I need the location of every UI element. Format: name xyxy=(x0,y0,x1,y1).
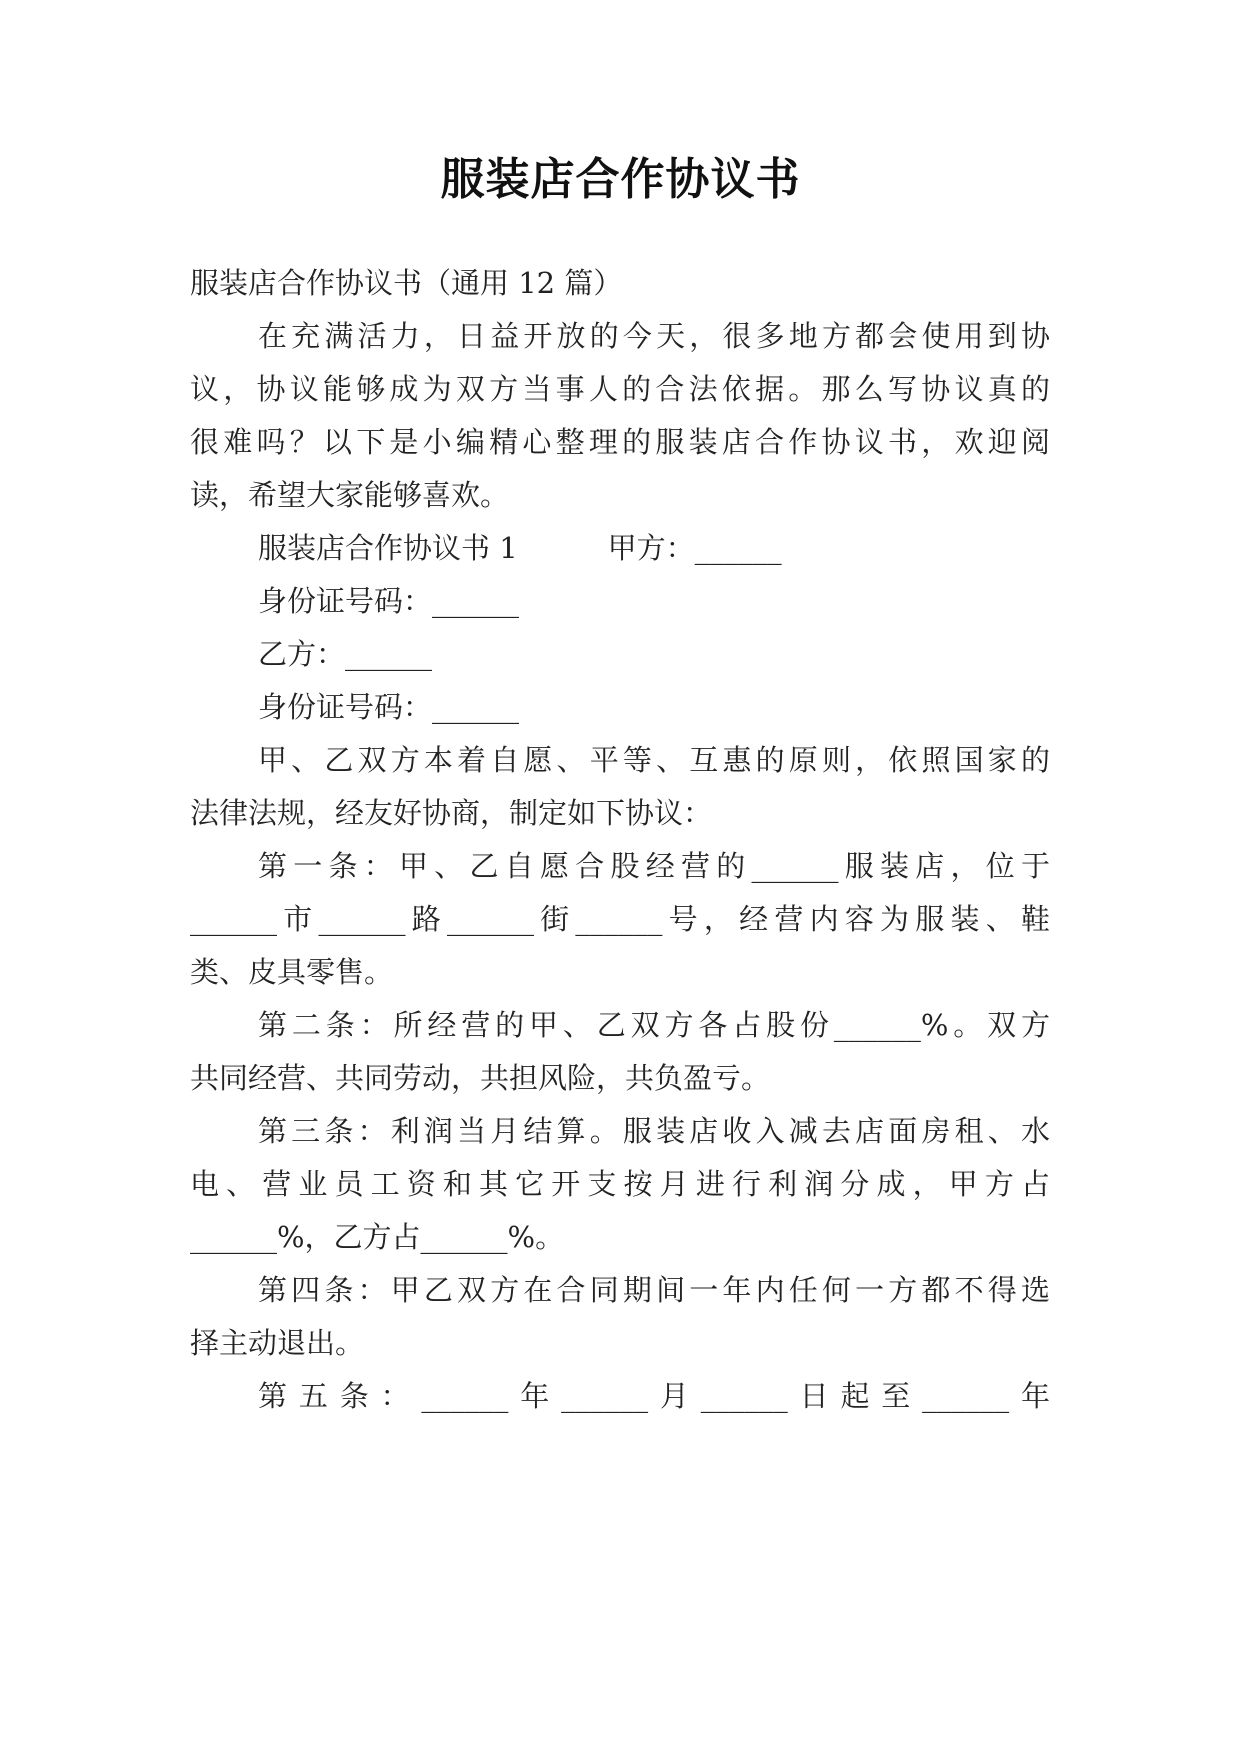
id-number-field: 身份证号码：______ xyxy=(258,690,520,724)
document-title: 服装店合作协议书 xyxy=(440,154,801,205)
clause-line: ______%，乙方占______%。 xyxy=(190,1220,565,1254)
paragraph-line: 法律法规，经友好协商，制定如下协议： xyxy=(190,796,713,830)
clause-line: ______市______路______街______号，经营内容为服装、鞋 xyxy=(190,902,1050,936)
paragraph-line: 在充满活力，日益开放的今天，很多地方都会使用到协 xyxy=(258,319,1050,353)
clause-line: 共同经营、共同劳动，共担风险，共负盈亏。 xyxy=(190,1061,771,1095)
clause-line: 类、皮具零售。 xyxy=(190,955,394,989)
clause-line: 择主动退出。 xyxy=(190,1326,365,1360)
clause-line: 第一条：甲、乙自愿合股经营的______服装店，位于 xyxy=(258,849,1050,883)
paragraph-line: 很难吗？以下是小编精心整理的服装店合作协议书，欢迎阅 xyxy=(190,425,1050,459)
paragraph-line: 甲、乙双方本着自愿、平等、互惠的原则，依照国家的 xyxy=(258,743,1050,777)
paragraph-line: 议，协议能够成为双方当事人的合法依据。那么写协议真的 xyxy=(190,372,1050,406)
section-heading-line xyxy=(258,518,1050,578)
clause-line: 第三条：利润当月结算。服装店收入减去店面房租、水 xyxy=(258,1114,1050,1148)
subtitle-line: 服装店合作协议书（通用 12 篇） xyxy=(190,266,623,300)
clause-line: 电、营业员工资和其它开支按月进行利润分成，甲方占 xyxy=(190,1167,1050,1201)
clause-line: 第二条：所经营的甲、乙双方各占股份______%。双方 xyxy=(258,1008,1050,1042)
clause-line: 第四条：甲乙双方在合同期间一年内任何一方都不得选 xyxy=(258,1273,1050,1307)
party-a-field: 甲方：______ xyxy=(607,531,782,565)
party-b-field: 乙方：______ xyxy=(258,637,433,671)
paragraph-line: 读，希望大家能够喜欢。 xyxy=(190,478,510,512)
id-number-field: 身份证号码：______ xyxy=(258,584,520,618)
section-heading: 服装店合作协议书 1 xyxy=(258,531,518,565)
clause-line: 第五条：______年______月______日起至______年 xyxy=(258,1379,1050,1413)
